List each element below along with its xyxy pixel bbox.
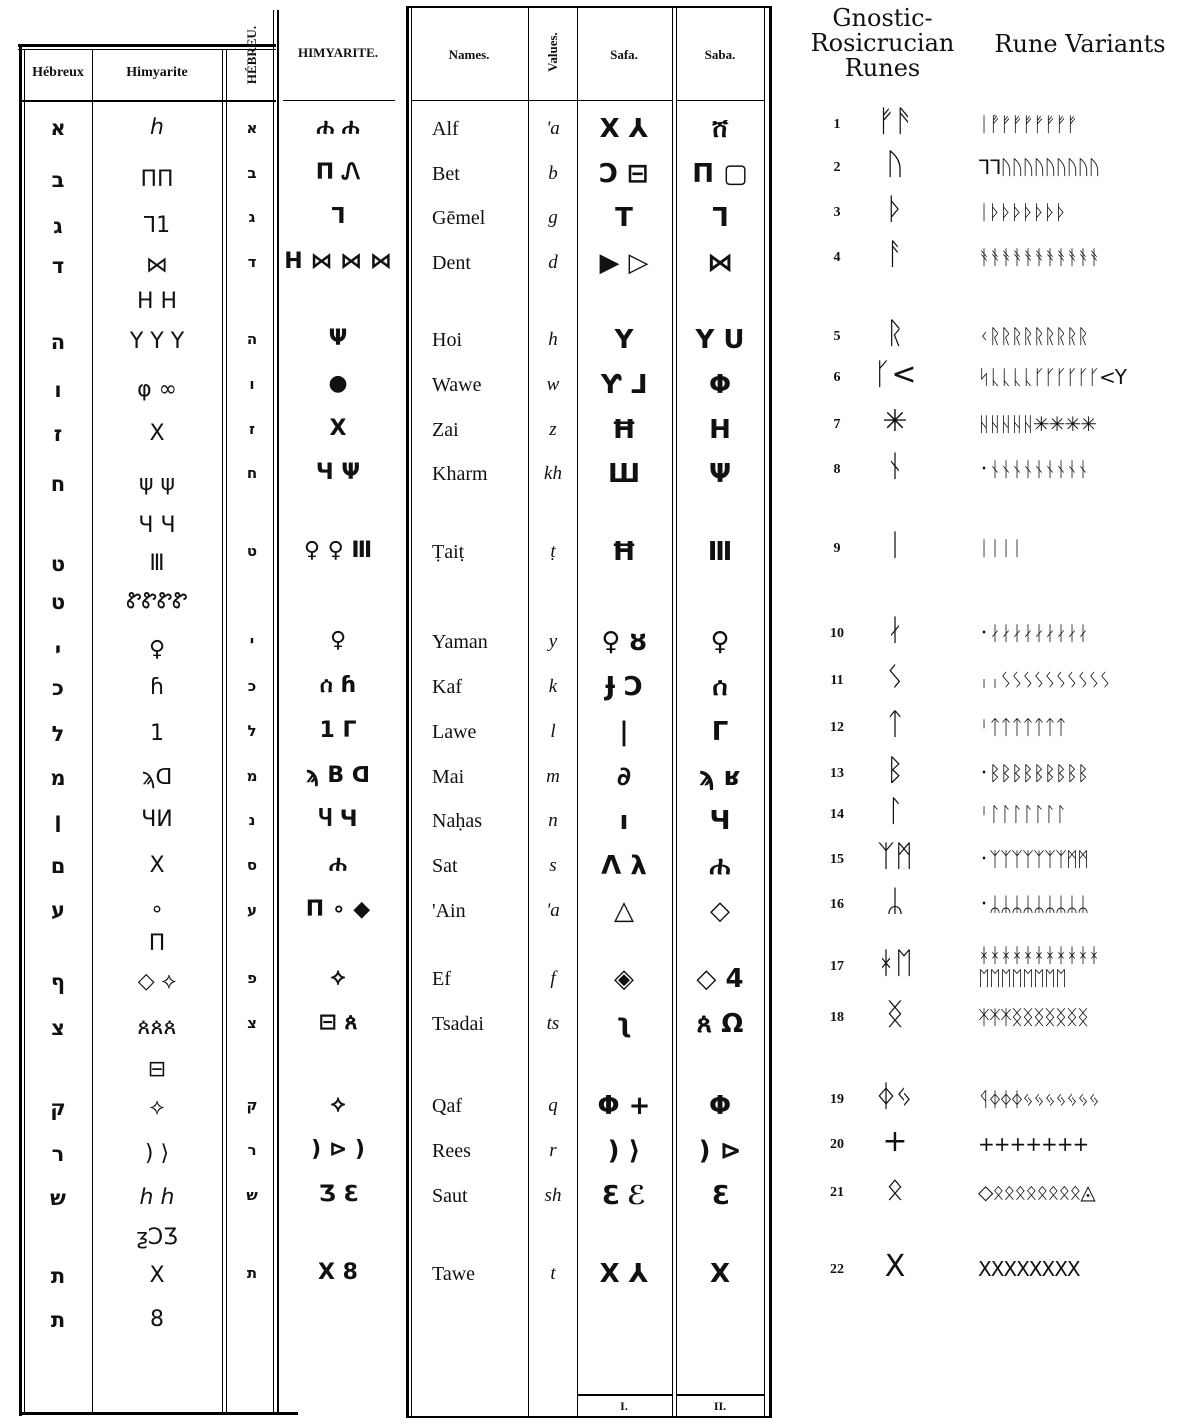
- main-hebrew-letter: ע: [247, 901, 257, 919]
- left-himyarite-glyph: ◇ ⟡: [137, 969, 177, 994]
- main-himyarite-glyph: ) ⊳ ): [311, 1137, 365, 1162]
- saba-glyph: Ψ: [708, 459, 732, 489]
- letter-name: Gēmel: [432, 207, 486, 229]
- letter-name: Sat: [432, 855, 458, 877]
- rune-glyph: ✳: [882, 404, 908, 439]
- rune-variants: ᛫ᛉᛉᛉᛉᛉᛉᛉᛗᛗ: [978, 847, 1088, 871]
- saba-glyph: ሐ: [709, 851, 731, 881]
- rune-number: 10: [830, 626, 844, 641]
- rune-glyph: ᚱ: [886, 316, 904, 351]
- rune-number: 9: [833, 541, 841, 556]
- main-hebrew-letter: ב: [247, 164, 257, 182]
- main-hebrew-letter: ד: [247, 253, 257, 271]
- safa-glyph: Ш: [607, 459, 641, 489]
- left-hebrew-letter: ש: [50, 1186, 66, 1210]
- saba-glyph: H: [709, 415, 731, 445]
- main-hebrew-letter: נ: [248, 811, 256, 829]
- safa-header-rule: [578, 100, 672, 101]
- left-hebrew-letter: ת: [50, 1264, 66, 1288]
- rune-glyph: ᛄᛃ: [877, 1079, 913, 1114]
- left-himyarite-glyph: Y Y Y: [129, 329, 185, 354]
- letter-value: t: [550, 1263, 556, 1284]
- left-himyarite-glyph: Ⅲ: [149, 551, 165, 576]
- main-hebrew-letter: מ: [246, 767, 258, 785]
- letter-value: s: [549, 855, 557, 876]
- letter-name: Yaman: [432, 631, 488, 653]
- letter-value: k: [548, 676, 558, 697]
- main-himyarite-glyph: ♀: [329, 628, 347, 653]
- saba-glyph: Ⅲ: [707, 537, 733, 567]
- letter-value: w: [546, 374, 560, 395]
- rune-glyph: ᚼᛖ: [877, 946, 913, 981]
- saba-glyph: Γ: [711, 717, 729, 747]
- left-himyarite-glyph: ƺƆƷ: [136, 1225, 178, 1250]
- letter-name: Wawe: [432, 374, 482, 396]
- letter-name: Saut: [432, 1185, 468, 1207]
- letter-name: Ṭaiṭ: [432, 541, 465, 563]
- saba-glyph: Y U: [695, 325, 745, 355]
- left-hebrew-letter: ר: [51, 1142, 65, 1166]
- rune-variants: ᛫ᛅᛅᛅᛅᛅᛅᛅᛅᛅ: [978, 621, 1088, 645]
- saba-glyph: X: [709, 1259, 731, 1289]
- rune-number: 4: [833, 250, 841, 265]
- saba-glyph: Ч: [709, 806, 731, 836]
- header-names: Names.: [448, 47, 490, 62]
- rune-number: 19: [830, 1092, 844, 1107]
- rune-glyph: ᚠᚫ: [877, 104, 913, 139]
- main-table-divider-safa-b: [676, 8, 677, 1416]
- left-hebrew-letter: ז: [53, 422, 63, 446]
- left-hebrew-letter: ט: [50, 590, 66, 614]
- letter-name: Tsadai: [432, 1013, 484, 1035]
- left-table-top-border-inner: [18, 49, 276, 50]
- letter-value: b: [548, 163, 558, 184]
- safa-glyph: Y: [614, 325, 634, 355]
- main-table-right-border-b: [769, 8, 772, 1418]
- left-himyarite-glyph: H H: [136, 289, 178, 314]
- letter-name: Zai: [432, 419, 459, 441]
- main-hebrew-letter: ח: [246, 464, 258, 482]
- safa-glyph: Ͻ ⊟: [599, 159, 649, 189]
- main-himyarite-glyph: Ⴗ Ч: [318, 807, 358, 832]
- rune-variants-title: Rune Variants: [994, 30, 1166, 58]
- main-himyarite-glyph: Ψ: [328, 326, 348, 351]
- left-himyarite-glyph: ɦ: [150, 675, 164, 700]
- main-himyarite-glyph: ⟡: [330, 1092, 346, 1117]
- saba-glyph: Φ: [708, 370, 732, 400]
- rune-glyph: ᛊ: [886, 660, 904, 695]
- left-table-divider-2: [222, 50, 223, 1412]
- rune-glyph: ᚾ: [886, 449, 904, 484]
- letter-name: Tawe: [432, 1263, 476, 1285]
- rune-variants: ᚲᚱᚱᚱᚱᚱᚱᚱᚱᚱ: [978, 324, 1088, 348]
- letter-value: g: [548, 207, 558, 228]
- rune-glyph: ᛝ: [886, 997, 904, 1032]
- letter-name: Hoi: [432, 329, 462, 351]
- rune-variants: ᛌᛚᛚᛚᛚᛚᛚᛚ: [978, 802, 1066, 826]
- footer-col-2: II.: [713, 1399, 727, 1413]
- rune-glyph: ᛟ: [886, 1172, 904, 1207]
- saba-glyph: ◇ 4: [696, 964, 744, 994]
- safa-glyph: ʅ: [616, 1009, 632, 1039]
- letter-name: Lawe: [432, 721, 477, 743]
- saba-glyph: ◇: [710, 896, 730, 926]
- main-table-divider-names: [528, 8, 529, 1416]
- safa-glyph: |: [619, 717, 629, 747]
- safa-glyph: ▶ ▷: [599, 248, 649, 278]
- main-hebrew-letter: א: [246, 119, 258, 137]
- left-hebrew-letter: א: [50, 116, 66, 140]
- rune-number: 11: [830, 673, 844, 688]
- left-hebrew-letter: י: [54, 638, 62, 662]
- safa-glyph: Ħ: [611, 415, 637, 445]
- letter-value: q: [548, 1095, 558, 1116]
- left-himyarite-glyph: ψ ψ: [138, 471, 176, 496]
- hebreu-header-rule: [228, 100, 274, 101]
- left-hebrew-letter: ע: [51, 898, 65, 922]
- safa-glyph: ı: [619, 806, 629, 836]
- letter-value: r: [549, 1140, 557, 1161]
- rune-variants: ᛫ᛦᛦᛦᛦᛦᛦᛦᛦᛦ: [978, 892, 1088, 916]
- rune-number: 1: [833, 117, 841, 132]
- gnostic-title-line-3: Runes: [844, 54, 921, 83]
- rune-variants: ᛫ᚾᚾᚾᚾᚾᚾᚾᚾᚾ: [978, 457, 1088, 481]
- safa-glyph: ℇ ℰ: [602, 1181, 646, 1211]
- rune-variants: ᛌᛏᛏᛏᛏᛏᛏᛏ: [978, 715, 1066, 739]
- rune-glyph: ᛏ: [886, 707, 904, 742]
- main-hebrew-letter: כ: [247, 677, 257, 695]
- saba-glyph: Π ▢: [692, 159, 748, 189]
- letter-value: sh: [544, 1185, 562, 1206]
- main-hebrew-letter: ו: [249, 375, 255, 393]
- himyarite-header-rule: [283, 100, 395, 101]
- safa-glyph: Λ λ: [601, 851, 647, 881]
- rune-variants: ᛧᛧᛊᛊᛊᛊᛊᛊᛊᛊᛊᛊ: [978, 668, 1110, 692]
- left-table-divider-3b: [277, 10, 279, 1414]
- main-hebrew-letter: ש: [246, 1186, 258, 1204]
- left-table-divider-3: [273, 10, 274, 1414]
- gnostic-title-line-2: Rosicrucian: [810, 29, 955, 58]
- letter-value: h: [548, 329, 558, 350]
- main-himyarite-glyph: ሐ ሐ: [316, 115, 360, 140]
- left-himyarite-glyph: ꓶ1: [143, 213, 171, 238]
- left-hebrew-letter: ו: [54, 378, 62, 402]
- main-himyarite-glyph: ⟡: [330, 965, 346, 990]
- rune-number: 3: [833, 205, 841, 220]
- gnostic-title: [800, 6, 965, 82]
- main-himyarite-glyph: Π ∘ ◆: [305, 897, 371, 922]
- saba-footer-rule: [677, 1394, 764, 1396]
- main-hebrew-letter: ת: [246, 1264, 258, 1282]
- rune-glyph: ᛁ: [886, 528, 904, 563]
- left-hebrew-letter: ט: [50, 552, 66, 576]
- letter-value: l: [550, 721, 556, 742]
- letter-value: ts: [546, 1013, 560, 1034]
- rune-variants-line-2: ᛖᛖᛖᛖᛖᛖᛖᛖ: [978, 966, 1066, 990]
- main-hebrew-letter: ל: [247, 722, 257, 740]
- letter-value: 'a: [546, 118, 560, 139]
- left-himyarite-glyph: X: [149, 1263, 165, 1288]
- rune-variants: ᚬᚬᚬᚬᚬᚬᚬᚬᚬᚬᚬ: [978, 245, 1099, 269]
- left-himyarite-glyph: ∘: [150, 897, 164, 922]
- header-hebreux: Hébreux: [32, 65, 84, 80]
- header-saba: Saba.: [704, 47, 736, 62]
- rune-variants: ᛡᛡᛡᛝᛝᛝᛝᛝᛝᛝ: [978, 1005, 1088, 1029]
- left-himyarite-glyph: ⋈: [146, 253, 168, 278]
- rune-variants: ᛫ᛒᛒᛒᛒᛒᛒᛒᛒᛒ: [978, 761, 1088, 785]
- letter-name: Qaf: [432, 1095, 462, 1117]
- rune-glyph: ᚨ: [886, 237, 904, 272]
- main-himyarite-glyph: 1 Γ: [319, 718, 357, 743]
- rune-variants: ᒣᒣᚢᚢᚢᚢᚢᚢᚢᚢᚢ: [978, 155, 1100, 179]
- rune-variants: ᛋᚳᚳᚳᚳᚴᚴᚴᚴᚴᚴ<Y: [978, 365, 1126, 389]
- main-himyarite-glyph: ⊟ ጰ: [318, 1010, 358, 1035]
- rune-number: 16: [830, 897, 844, 912]
- letter-value: m: [546, 766, 560, 787]
- rune-glyph: ᛦ: [886, 884, 904, 919]
- left-himyarite-glyph: ϡᗡ: [141, 765, 173, 790]
- letter-name: Bet: [432, 163, 460, 185]
- left-table-top-border: [18, 44, 276, 47]
- rune-number: 5: [833, 329, 841, 344]
- main-himyarite-glyph: H ⋈ ⋈ ⋈: [284, 249, 392, 274]
- left-hebrew-letter: כ: [52, 676, 64, 700]
- rune-number: 12: [830, 720, 844, 735]
- gnostic-title-line-1: Gnostic-: [832, 4, 933, 32]
- rune-glyph: +: [882, 1124, 908, 1159]
- rune-variants: ᛁᚦᚦᚦᚦᚦᚦᚦ: [978, 200, 1066, 224]
- rune-glyph: ᛉᛗ: [877, 839, 913, 874]
- header-himyarite-left: Himyarite: [126, 65, 188, 80]
- rune-glyph: ᚴ<: [873, 357, 917, 392]
- rune-glyph: ᛅ: [886, 613, 904, 648]
- left-himyarite-glyph: φ ∞: [137, 377, 177, 402]
- main-himyarite-glyph: Ч Ψ: [315, 460, 361, 485]
- main-himyarite-glyph: X: [329, 416, 347, 441]
- left-himyarite-glyph: ♀: [148, 637, 166, 662]
- rune-number: 15: [830, 852, 844, 867]
- left-himyarite-glyph: 8: [150, 1307, 164, 1332]
- rune-number: 14: [830, 807, 844, 822]
- saba-glyph: ሸ: [711, 114, 729, 144]
- left-hebrew-letter: ן: [54, 808, 62, 832]
- main-table-left-border: [406, 6, 409, 1418]
- letter-value: n: [548, 810, 558, 831]
- left-himyarite-glyph: X: [149, 853, 165, 878]
- header-himyarite-caps: HIMYARITE.: [297, 45, 379, 60]
- header-values: Values.: [545, 32, 560, 72]
- rune-variants: ᛩᛄᛄᛄᛃᛃᛃᛃᛃᛃᛃ: [978, 1087, 1099, 1111]
- left-table-left-border-inner: [24, 50, 25, 1414]
- left-himyarite-glyph: Ч Ч: [138, 513, 176, 538]
- rune-glyph: ᚢ: [886, 147, 904, 182]
- letter-name: Rees: [432, 1140, 471, 1162]
- letter-value: f: [550, 968, 556, 989]
- saba-glyph: ꓶ: [712, 203, 728, 233]
- rune-number: 2: [833, 160, 841, 175]
- safa-glyph: T: [615, 203, 633, 233]
- safa-footer-rule: [578, 1394, 672, 1396]
- main-hebrew-letter: ט: [246, 542, 258, 560]
- rune-variants: +++++++: [978, 1132, 1089, 1156]
- main-hebrew-letter: ר: [247, 1141, 257, 1159]
- left-hebrew-letter: ב: [51, 168, 65, 192]
- letter-value: d: [548, 252, 558, 273]
- safa-glyph: ∂: [616, 762, 632, 792]
- saba-glyph: ℇ: [712, 1181, 728, 1211]
- letter-value: kh: [544, 463, 562, 484]
- letter-name: Dent: [432, 252, 471, 274]
- left-hebrew-letter: ם: [50, 854, 66, 878]
- saba-glyph: ) ⊳: [698, 1136, 742, 1166]
- main-hebrew-letter: ה: [246, 330, 258, 348]
- main-table-left-border-inner: [411, 8, 412, 1416]
- values-header-rule: [529, 100, 577, 101]
- saba-glyph: ♀: [710, 627, 730, 657]
- main-hebrew-letter: ק: [246, 1096, 258, 1114]
- main-himyarite-glyph: ꓶ: [331, 204, 345, 229]
- safa-glyph: X ⅄: [599, 114, 649, 144]
- safa-glyph: Ħ: [611, 537, 637, 567]
- safa-glyph: ◈: [614, 964, 634, 994]
- names-header-rule: [412, 100, 528, 101]
- main-himyarite-glyph: ●: [328, 371, 348, 396]
- main-hebrew-letter: פ: [247, 969, 257, 987]
- safa-glyph: ) ⟩: [607, 1136, 641, 1166]
- rune-variants: ᛁᛁᛁᛁ: [978, 536, 1022, 560]
- rune-number: 17: [830, 959, 844, 974]
- left-table-bottom-border: [22, 1412, 298, 1415]
- main-himyarite-glyph: X 8: [318, 1260, 358, 1285]
- letter-value: z: [549, 419, 557, 440]
- rune-glyph: ᛚ: [886, 794, 904, 829]
- letter-value: y: [548, 631, 558, 652]
- left-table-divider-1: [92, 50, 93, 1412]
- main-hebrew-letter: י: [249, 632, 255, 650]
- rune-number: 18: [830, 1010, 844, 1025]
- saba-glyph: ⋈: [707, 248, 733, 278]
- main-himyarite-glyph: ሰ ɦ: [319, 673, 357, 698]
- letter-name: Mai: [432, 766, 465, 788]
- left-table-divider-2b: [226, 50, 227, 1412]
- rune-number: 22: [830, 1262, 844, 1277]
- letter-value: 'a: [546, 900, 560, 921]
- letter-name: Ef: [432, 968, 451, 990]
- rune-glyph: ᚦ: [886, 192, 904, 227]
- left-hebrew-letter: ת: [50, 1308, 66, 1332]
- letter-name: 'Ain: [432, 900, 466, 922]
- main-himyarite-glyph: Ʒ ℇ: [318, 1182, 358, 1207]
- left-hebrew-letter: ד: [51, 254, 65, 278]
- saba-header-rule: [677, 100, 764, 101]
- left-himyarite-glyph: Π: [148, 931, 166, 956]
- left-himyarite-glyph: ЧИ: [141, 807, 173, 832]
- main-hebrew-letter: ז: [248, 420, 256, 438]
- letter-value: ṭ: [550, 541, 556, 562]
- rune-number: 20: [830, 1137, 844, 1152]
- rune-variants: ᛁᚡᚠᚠᚠᚠᚠᚠᚠ: [978, 112, 1077, 136]
- rune-variants: ᚺᚺᚺᚺᚺ✳✳✳✳: [978, 412, 1097, 436]
- main-himyarite-glyph: ϡ B ᗡ: [305, 763, 371, 788]
- safa-glyph: Φ +: [597, 1091, 651, 1121]
- left-table-left-border: [19, 44, 22, 1416]
- header-safa: Safa.: [610, 47, 638, 62]
- rune-number: 6: [833, 370, 841, 385]
- left-hebrew-letter: ג: [53, 214, 63, 238]
- main-table-bottom-border: [406, 1416, 772, 1418]
- safa-glyph: △: [614, 896, 634, 926]
- left-himyarite-glyph: 1: [150, 721, 164, 746]
- left-hebrew-letter: ח: [50, 472, 66, 496]
- left-hebrew-letter: ק: [50, 1096, 66, 1120]
- safa-glyph: ♀ ȣ: [601, 627, 647, 657]
- letter-name: Kaf: [432, 676, 462, 698]
- left-hebrew-letter: צ: [51, 1016, 65, 1040]
- saba-glyph: ሰ: [712, 672, 728, 702]
- letter-name: Alf: [432, 118, 459, 140]
- saba-glyph: ጰ Ω: [696, 1009, 744, 1039]
- rune-glyph: ᛒ: [886, 753, 904, 788]
- left-himyarite-glyph: ℎ ℎ: [139, 1185, 175, 1210]
- saba-glyph: ϡ ʁ: [698, 762, 742, 792]
- main-himyarite-glyph: ♀ ♀ Ⅲ: [303, 538, 373, 563]
- main-table-divider-values: [577, 8, 578, 1416]
- main-table-divider-safa: [672, 8, 673, 1416]
- left-himyarite-glyph: ) ⟩: [144, 1141, 170, 1166]
- main-hebrew-letter: ס: [246, 856, 258, 874]
- rune-number: 21: [830, 1185, 844, 1200]
- safa-glyph: X ⅄: [599, 1259, 649, 1289]
- letter-name: Naḥas: [432, 810, 482, 832]
- left-himyarite-glyph: ጰጰጰ: [137, 1015, 177, 1040]
- rune-number: 7: [833, 417, 841, 432]
- left-hebrew-letter: ל: [51, 722, 65, 746]
- header-hebreu-vertical: HÉBREU.: [244, 25, 259, 85]
- safa-glyph: Ƴ ⅃: [600, 370, 648, 400]
- main-himyarite-glyph: ሐ: [329, 852, 347, 877]
- main-table-top-border: [406, 6, 772, 8]
- letter-name: Kharm: [432, 463, 488, 485]
- left-hebrew-letter: מ: [50, 766, 66, 790]
- safa-glyph: Ɉ Ͻ: [605, 672, 643, 702]
- main-himyarite-glyph: Π Ꮑ: [315, 160, 361, 185]
- rune-number: 8: [833, 462, 841, 477]
- left-himyarite-glyph: ᏑᏑᏑᏑ: [126, 589, 188, 614]
- rune-number: 13: [830, 766, 844, 781]
- left-himyarite-glyph: ℎ: [150, 115, 164, 140]
- rune-variants: XXXXXXXX: [978, 1257, 1080, 1281]
- rune-variants: ◇ᛟᛟᛟᛟᛟᛟᛟᛟ◬: [978, 1180, 1095, 1204]
- main-table-right-border: [764, 8, 765, 1416]
- left-hebrew-letter: ף: [50, 970, 66, 994]
- left-himyarite-glyph: X: [149, 421, 165, 446]
- left-hebrew-letter: ה: [50, 330, 66, 354]
- saba-glyph: Φ: [708, 1091, 732, 1121]
- left-himyarite-glyph: ΠΠ: [140, 167, 174, 192]
- left-himyarite-glyph: ⊟: [147, 1057, 167, 1082]
- left-himyarite-glyph: ⟡: [149, 1095, 165, 1120]
- rune-variants: ᚼᚼᚼᚼᚼᚼᚼᚼᚼᚼᚼ: [978, 943, 1099, 967]
- footer-col-1: I.: [620, 1399, 628, 1413]
- main-hebrew-letter: צ: [247, 1014, 257, 1032]
- rune-glyph: X: [884, 1249, 906, 1284]
- main-hebrew-letter: ג: [248, 208, 256, 226]
